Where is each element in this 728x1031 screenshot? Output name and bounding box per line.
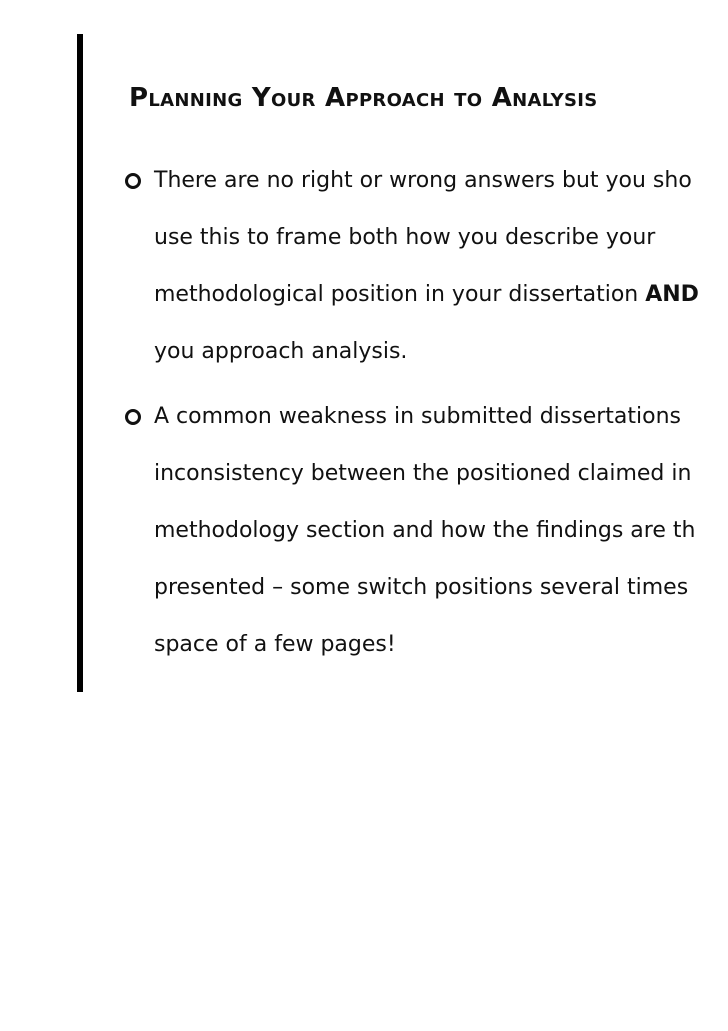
bullet-line: methodology section and how the findings are th [154,518,696,543]
bullet-item [124,152,728,380]
bullet-circle-icon [125,409,141,425]
bullet-line: space of a few pages! [154,632,396,657]
bullet-item [124,388,728,673]
slide-title: Planning Your Approach to Analysis [129,83,598,113]
left-accent-bar [77,34,83,692]
bullet-line: presented – some switch positions several times [154,575,689,600]
emphasis-text: AND [645,282,699,307]
bullet-list [124,152,728,681]
bullet-line [154,266,728,323]
bullet-line: use this to frame both how you describe your [154,225,656,250]
bullet-line-text: methodological position in your dissertation [154,282,646,307]
bullet-line: A common weakness in submitted dissertations [154,404,682,429]
bullet-line: inconsistency between the positioned claimed in [154,461,692,486]
bullet-line: There are no right or wrong answers but you sho [154,168,692,193]
bullet-line: you approach analysis. [154,339,408,364]
bullet-circle-icon [125,173,141,189]
